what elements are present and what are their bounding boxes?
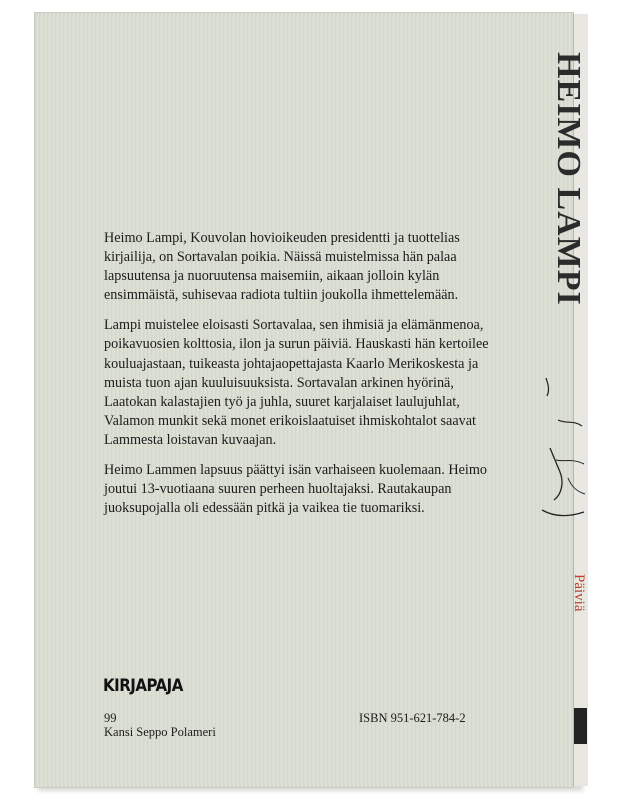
pen-sketch-icon <box>538 360 586 530</box>
blurb-paragraph: Heimo Lammen lapsuus päättyi isän varhaiseen kuolemaan. Heimo joutui 13-vuotiaana suuren perheen huoltajaksi. Rautakaupan juoksupojalla oli edessään pitkä ja vaikea tie tuomariksi. <box>104 462 487 517</box>
isbn: ISBN 951-621-784-2 <box>359 711 466 725</box>
spine-title <box>550 52 588 312</box>
publisher-logo: KIRJAPAJA <box>103 675 183 696</box>
spine-title-text: HEIMO LAMPI <box>550 52 587 306</box>
cover-credit: Kansi Seppo Polameri <box>104 725 216 739</box>
blurb-paragraph: Lampi muistelee eloisasti Sortavalaa, sen ihmisiä ja elämänmenoa, poikavuosien kolttosia, ilon ja surun päiviä. Hauskasti hän kertoilee kouluajastaan, tuikeasta johtajaopettajasta Kaarlo Merikoskesta ja muista tuon ajan kuuluisuuksista. Sortavalan arkinen hyörinä, Laatokan kalastajien työ ja juhla, suuret karjalaiset laulujuhlat, Valamon munkit sekä monet erikoislaatuiset ihmiskohtalot saavat Lammesta loistavan kuvaajan. <box>104 317 489 448</box>
spine-subtitle-text: Päiviä <box>571 574 587 612</box>
product-code: 99 <box>104 711 117 725</box>
blurb-paragraph: Heimo Lampi, Kouvolan hovioikeuden presidentti ja tuottelias kirjailija, on Sortavalan poikia. Näissä muistelmissa hän palaa lapsuutensa ja nuoruutensa maisemiin, aikaan jolloin kylän ensimmäistä, suhisevaa radiota tultiin joukolla ihmettelemään. <box>104 230 460 304</box>
back-cover-blurb <box>104 229 504 529</box>
spine-subtitle <box>571 574 587 614</box>
spine-logo-mark <box>574 708 587 744</box>
